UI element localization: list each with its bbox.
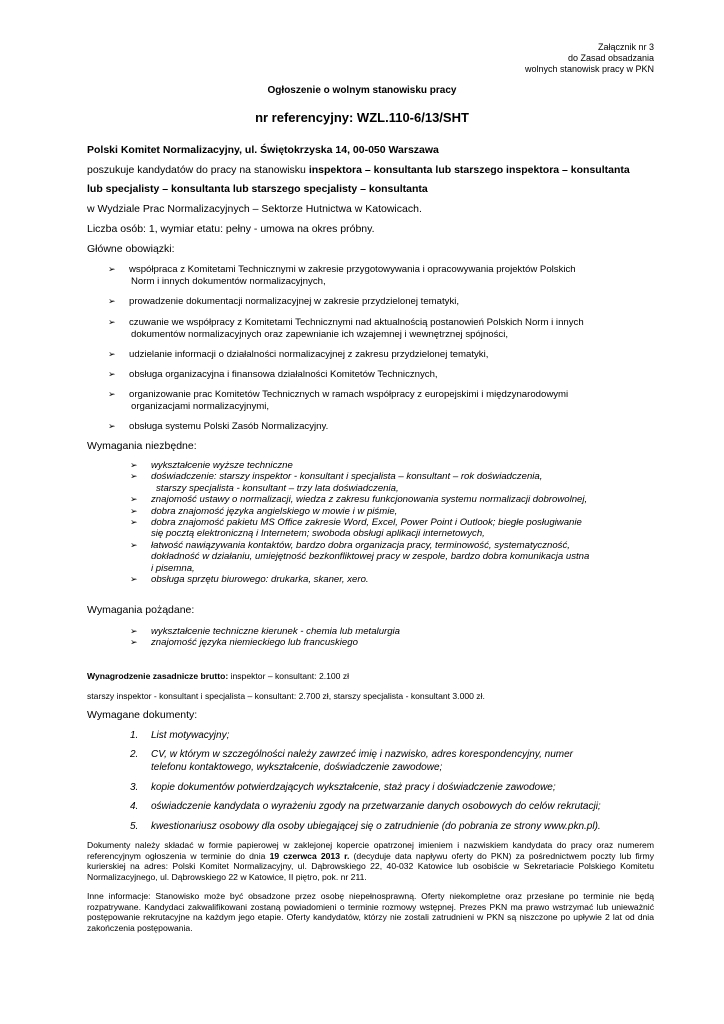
duty-item — [108, 317, 656, 340]
required-item-cont — [151, 563, 652, 574]
document-item — [130, 748, 656, 774]
required-heading: Wymagania niezbędne: — [87, 440, 197, 452]
duty-item — [108, 349, 656, 361]
duty-text-cont: Norm i innych dokumentów normalizacyjnych, — [131, 275, 326, 287]
submission-info — [87, 840, 654, 882]
arrow-bullet-icon: ➢ — [108, 264, 116, 274]
required-text: dobra znajomość języka angielskiego w mowie i w piśmie, — [151, 505, 398, 517]
submission-text: Dokumenty należy składać w formie papierowej w zaklejonej kopercie opatrzonej imieniem i nazwiskiem kandydata do pracy oraz numerem referencyjnym ogłoszenia w terminie do dnia — [87, 840, 654, 861]
required-text: łatwość nawiązywania kontaktów, bardzo dobra organizacja pracy, terminowość, systematyczność, — [151, 539, 570, 551]
search-prefix: poszukuje kandydatów do pracy na stanowisku — [87, 164, 309, 176]
salary-value: inspektor – konsultant: 2.100 zł — [228, 671, 350, 681]
document-text: oświadczenie kandydata o wyrażeniu zgody na przetwarzanie danych osobowych do celów rekrutacji; — [151, 801, 601, 812]
required-item-cont — [151, 483, 652, 494]
staffing-info: Liczba osób: 1, wymiar etatu: pełny - umowa na okres próbny. — [87, 223, 375, 235]
desired-list — [130, 626, 652, 649]
salary-line-2: starszy inspektor - konsultant i specjalista – konsultant: 2.700 zł, starszy specjalista - konsultant 3.000 zł. — [87, 691, 485, 701]
arrow-bullet-icon: ➢ — [130, 471, 138, 482]
required-list — [130, 460, 652, 586]
document-text: List motywacyjny; — [151, 730, 230, 741]
document-item — [130, 820, 656, 833]
required-item-cont — [151, 551, 652, 562]
annex-note — [525, 42, 654, 75]
arrow-bullet-icon: ➢ — [130, 539, 138, 550]
required-item — [130, 471, 652, 483]
document-text: kopie dokumentów potwierdzających wykształcenie, staż pracy i doświadczenie zawodowe; — [151, 782, 556, 793]
submission-text-cont: (decyduje data napływu oferty do PKN) za pośrednictwem poczty lub firmy kurierskiej na adres: Polski Komitet Normalizacyjny, ul. Dąbrowskiego 22, 40-032 Katowice lub osobiście w Sekretariacie Polskiego Komitetu Normalizacyjnego, ul. Dąbrowskiego 22 w Katowice, II piętro, pok. nr 211. — [87, 850, 654, 882]
document-number: 2. — [130, 749, 139, 760]
duty-text: obsługa organizacyjna i finansowa działalności Komitetów Technicznych, — [129, 369, 438, 380]
document-item — [130, 800, 656, 813]
required-item — [130, 460, 652, 471]
document-text: kwestionariusz osobowy dla osoby ubiegającej się o zatrudnienie (do pobrania ze strony www.pkn.pl). — [151, 821, 601, 832]
duty-item — [108, 264, 656, 287]
other-info: Inne informacje: Stanowisko może być obsadzone przez osobę niepełnosprawną. Oferty niekompletne oraz przesłane po terminie nie będą rozpatrywane. Kandydaci zakwalifikowani zostaną powiadomieni o terminie rozmowy wstępnej. Prezes PKN ma prawo wstrzymać lub unieważnić postępowanie rekrutacyjne na każdym jego etapie. Oferty kandydatów, którzy nie zostali zatrudnieni w PKN są niszczone po upływie 2 lat od dnia zakończenia postępowania. — [87, 891, 654, 933]
duty-text: obsługa systemu Polski Zasób Normalizacyjny. — [129, 421, 329, 432]
duty-text: czuwanie we współpracy z Komitetami Technicznymi nad aktualnością postanowień Polskich Norm i innych — [129, 317, 584, 328]
document-number: 4. — [130, 801, 139, 812]
annex-line-3: wolnych stanowisk pracy w PKN — [524, 64, 654, 74]
required-item — [130, 494, 652, 506]
arrow-bullet-icon: ➢ — [108, 296, 116, 306]
duty-text-cont: organizacjami normalizacyjnymi, — [131, 400, 270, 412]
arrow-bullet-icon: ➢ — [108, 317, 116, 327]
announcement-title: Ogłoszenie o wolnym stanowisku pracy — [267, 85, 457, 96]
duty-item — [108, 389, 656, 412]
arrow-bullet-icon: ➢ — [130, 574, 138, 585]
required-text: się pocztą elektroniczną i Internetem; swoboda obsługi aplikacji internetowych, — [151, 528, 485, 540]
document-text-cont: telefonu kontaktowego, wykształcenie, doświadczenie zawodowe; — [151, 762, 443, 773]
required-item-cont — [151, 528, 652, 539]
arrow-bullet-icon: ➢ — [130, 517, 138, 528]
employer-address: Polski Komitet Normalizacyjny, ul. Świętokrzyska 14, 00-050 Warszawa — [87, 144, 439, 156]
submission-deadline: 19 czerwca 2013 r. — [269, 850, 350, 861]
duty-text: organizowanie prac Komitetów Technicznych w ramach współpracy z europejskimi i międzynarodowymi — [129, 389, 569, 400]
desired-text: znajomość języka niemieckiego lub francuskiego — [151, 637, 358, 649]
salary-label: Wynagrodzenie zasadnicze brutto: — [87, 671, 229, 681]
position-line-1: inspektora – konsultanta lub starszego inspektora – konsultanta — [308, 164, 630, 176]
required-item — [130, 505, 652, 517]
documents-heading: Wymagane dokumenty: — [87, 709, 198, 721]
position-line-2: lub specjalisty – konsultanta lub starszego specjalisty – konsultanta — [87, 183, 428, 195]
desired-item — [130, 637, 652, 649]
duty-item — [108, 296, 656, 308]
duty-item — [108, 369, 656, 381]
duty-text: współpraca z Komitetami Technicznymi w zakresie przygotowywania i opracowywania projektów Polskich — [129, 264, 576, 275]
required-text: dokładność w działaniu, umiejętność bezkonfliktowej pracy w zespole, bardzo dobra komunikacja ustna — [151, 551, 590, 563]
reference-number: nr referencyjny: WZL.110-6/13/SHT — [255, 110, 469, 125]
desired-heading: Wymagania pożądane: — [87, 604, 195, 616]
arrow-bullet-icon: ➢ — [108, 369, 116, 379]
document-number: 5. — [130, 821, 139, 832]
arrow-bullet-icon: ➢ — [108, 421, 116, 431]
required-item — [130, 539, 652, 551]
required-text: obsługa sprzętu biurowego: drukarka, skaner, xero. — [151, 574, 369, 586]
document-item — [130, 781, 656, 794]
arrow-bullet-icon: ➢ — [108, 349, 116, 359]
duty-item — [108, 421, 656, 433]
duties-heading: Główne obowiązki: — [87, 243, 175, 255]
duty-text-cont: dokumentów normalizacyjnych oraz zapewnianie ich wzajemnej i wewnętrznej spójności, — [131, 328, 508, 340]
desired-text: wykształcenie techniczne kierunek - chemia lub metalurgia — [151, 626, 401, 637]
document-number: 3. — [130, 782, 139, 793]
search-intro — [87, 164, 654, 177]
annex-line-1: Załącznik nr 3 — [597, 42, 654, 52]
required-text: doświadczenie: starszy inspektor - konsultant i specjalista – konsultant – rok doświadczenia, — [151, 471, 543, 483]
required-text: starszy specjalista - konsultant – trzy lata doświadczenia, — [156, 482, 399, 494]
salary-line-1 — [87, 671, 654, 682]
required-text: i pisemna, — [151, 562, 195, 574]
arrow-bullet-icon: ➢ — [108, 389, 116, 399]
arrow-bullet-icon: ➢ — [130, 494, 138, 505]
duty-text: prowadzenie dokumentacji normalizacyjnej w zakresie przydzielonej tematyki, — [129, 296, 460, 307]
document-number: 1. — [130, 730, 139, 741]
arrow-bullet-icon: ➢ — [130, 460, 138, 470]
document-text: CV, w którym w szczególności należy zawrzeć imię i nazwisko, adres korespondencyjny, numer — [151, 749, 574, 760]
annex-line-2: do Zasad obsadzania — [567, 53, 654, 63]
document-item — [130, 729, 656, 742]
arrow-bullet-icon: ➢ — [130, 626, 138, 636]
duty-text: udzielanie informacji o działalności normalizacyjnej z zakresu przydzielonej tematyki, — [129, 349, 489, 360]
required-text: wykształcenie wyższe techniczne — [151, 460, 293, 471]
required-text: znajomość ustawy o normalizacji, wiedza z zakresu funkcjonowania systemu normalizacji dobrowolnej, — [151, 494, 588, 506]
department: w Wydziale Prac Normalizacyjnych – Sektorze Hutnictwa w Katowicach. — [87, 203, 422, 215]
required-item — [130, 517, 652, 529]
arrow-bullet-icon: ➢ — [130, 637, 138, 648]
required-item — [130, 574, 652, 586]
desired-item — [130, 626, 652, 637]
required-text: dobra znajomość pakietu MS Office zakresie Word, Excel, Power Point i Outlook; biegłe posługiwanie — [151, 517, 582, 529]
arrow-bullet-icon: ➢ — [130, 505, 138, 516]
